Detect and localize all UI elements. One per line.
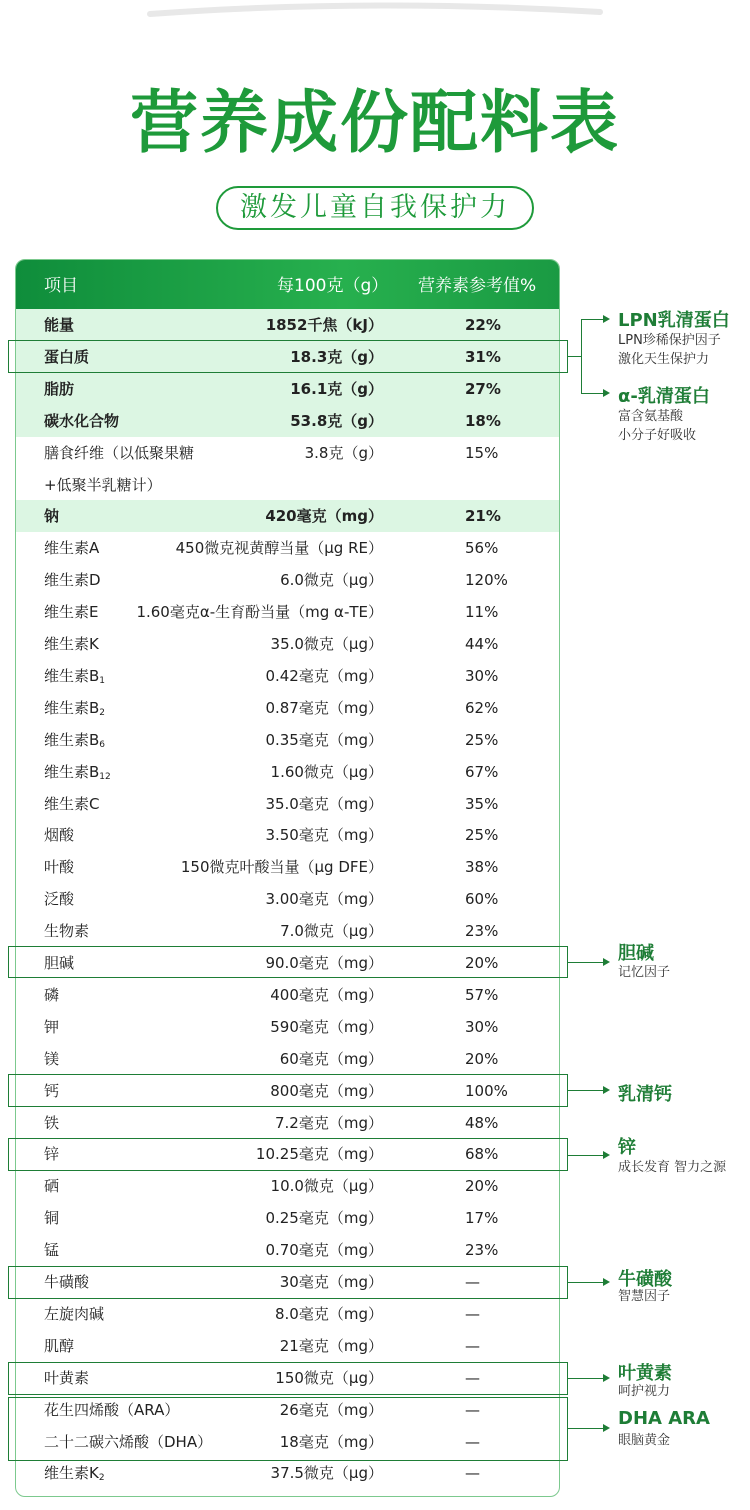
row-item-name: 维生素$B_2$ — [44, 698, 106, 718]
callout-choline-title: 胆碱 — [618, 943, 654, 964]
row-amount: 1.60毫克α-生育酚当量（mg α-TE） — [136, 603, 383, 622]
row-nrv: 60% — [465, 890, 499, 909]
row-amount: 10.25毫克（mg） — [255, 1145, 383, 1164]
row-nrv: 120% — [465, 571, 508, 590]
row-amount: 0.35毫克（mg） — [265, 730, 383, 749]
highlight-box-protein — [8, 340, 568, 373]
callout-taurine-line1: 智慧因子 — [618, 1289, 671, 1304]
table-row — [16, 1170, 560, 1202]
arrow-icon — [603, 1374, 610, 1382]
row-nrv: 25% — [465, 730, 499, 749]
row-item-name: 叶黄素 — [44, 1368, 90, 1387]
row-amount: 590毫克（mg） — [270, 1017, 383, 1036]
highlight-box-choline — [8, 946, 568, 978]
row-amount: 6.0微克（μg） — [280, 571, 383, 590]
table-row — [16, 1043, 560, 1075]
row-amount: 7.0微克（μg） — [280, 922, 383, 941]
row-item-name: 维生素$B_6$ — [44, 730, 106, 750]
row-item-name: +低聚半乳糖计） — [44, 475, 162, 494]
row-amount: 21毫克（mg） — [279, 1336, 383, 1355]
row-item-name: 硒 — [44, 1177, 60, 1196]
arrow-icon — [603, 1278, 610, 1286]
table-row — [16, 692, 560, 724]
callout-choline-line1: 记忆因子 — [618, 965, 671, 980]
row-amount: 16.1克（g） — [290, 379, 383, 398]
row-amount: 8.0毫克（mg） — [275, 1304, 383, 1323]
row-item-name: 胆碱 — [44, 954, 75, 972]
row-nrv: 31% — [465, 347, 501, 366]
row-nrv: 100% — [465, 1081, 508, 1100]
callout-lpn-line2: 激化天生保护力 — [618, 352, 710, 367]
row-item-name: 锰 — [44, 1241, 60, 1260]
arrow-icon — [603, 315, 610, 323]
row-amount: 150微克（μg） — [275, 1368, 383, 1387]
table-row — [16, 756, 560, 788]
table-row — [16, 851, 560, 883]
row-nrv: 22% — [465, 316, 501, 334]
table-row — [16, 373, 560, 405]
connector-line — [581, 393, 603, 394]
table-row — [16, 819, 560, 851]
connector-line — [568, 1428, 603, 1429]
highlight-box-dha-ara — [8, 1397, 568, 1461]
table-row — [16, 788, 560, 820]
callout-zinc-line1: 成长发育 智力之源 — [618, 1160, 727, 1175]
row-nrv: 38% — [465, 858, 499, 877]
row-item-name: 镁 — [44, 1049, 60, 1068]
row-item-name: 磷 — [44, 985, 60, 1004]
table-row — [16, 1457, 560, 1489]
row-nrv: 17% — [465, 1209, 499, 1228]
row-nrv: — — [465, 1273, 480, 1291]
row-amount: 26毫克（mg） — [279, 1400, 383, 1419]
row-nrv: 18% — [465, 411, 501, 430]
row-nrv: 56% — [465, 539, 499, 558]
row-nrv: — — [465, 1432, 480, 1451]
connector-line — [568, 1378, 603, 1379]
connector-line — [568, 962, 603, 963]
row-nrv: 67% — [465, 762, 499, 781]
row-nrv: 15% — [465, 443, 499, 462]
connector-line — [568, 1090, 603, 1091]
row-amount: 35.0毫克（mg） — [265, 794, 383, 813]
row-nrv: 62% — [465, 698, 499, 717]
arrow-icon — [603, 958, 610, 966]
connector-line — [581, 319, 582, 394]
callout-calcium-title: 乳清钙 — [618, 1084, 672, 1105]
table-row — [16, 1298, 560, 1330]
row-nrv: 27% — [465, 379, 501, 398]
table-row — [16, 915, 560, 947]
row-item-name: 维生素E — [44, 603, 99, 622]
table-row — [16, 500, 560, 532]
page-subtitle: 激发儿童自我保护力 — [216, 186, 534, 230]
row-item-name: 脂肪 — [44, 379, 75, 398]
row-nrv: 57% — [465, 985, 499, 1004]
callout-alpha-line1: 富含氨基酸 — [618, 409, 684, 424]
table-row — [16, 1330, 560, 1362]
header-per-100g: 每100克（g） — [277, 276, 389, 296]
row-nrv: 21% — [465, 507, 501, 526]
row-amount: 0.42毫克（mg） — [265, 666, 383, 685]
row-nrv: — — [465, 1336, 480, 1355]
row-amount: 450微克视黄醇当量（μg RE） — [175, 539, 383, 558]
row-item-name: 维生素C — [44, 794, 100, 813]
table-row — [16, 628, 560, 660]
arrow-icon — [603, 1086, 610, 1094]
callout-dha-ara-title: DHA ARA — [618, 1408, 710, 1429]
arrow-icon — [603, 389, 610, 397]
row-nrv: 11% — [465, 603, 499, 622]
row-item-name: 能量 — [44, 316, 75, 334]
row-amount: 30毫克（mg） — [279, 1273, 383, 1291]
table-header — [16, 260, 560, 309]
row-item-name: 叶酸 — [44, 858, 75, 877]
table-row — [16, 660, 560, 692]
callout-taurine-title: 牛磺酸 — [618, 1269, 672, 1290]
row-amount: 10.0微克（μg） — [270, 1177, 383, 1196]
table-row — [16, 883, 560, 915]
callout-dha-ara-line1: 眼脑黄金 — [618, 1433, 671, 1448]
row-amount: 150微克叶酸当量（μg DFE） — [180, 858, 383, 877]
row-amount: 3.50毫克（mg） — [265, 826, 383, 845]
row-nrv: — — [465, 1400, 480, 1419]
row-item-name: 左旋肉碱 — [44, 1304, 105, 1323]
highlight-box-zinc — [8, 1138, 568, 1171]
connector-line — [568, 1282, 603, 1283]
row-amount: 3.00毫克（mg） — [265, 890, 383, 909]
callout-alpha-line2: 小分子好吸收 — [618, 428, 697, 443]
callout-lutein-line1: 呵护视力 — [618, 1384, 671, 1399]
top-swoosh-decoration — [0, 0, 750, 30]
table-row — [16, 1202, 560, 1234]
row-nrv: 30% — [465, 666, 499, 685]
row-nrv: — — [465, 1368, 480, 1387]
header-item: 项目 — [44, 276, 78, 296]
row-amount: 0.70毫克（mg） — [265, 1241, 383, 1260]
arrow-icon — [603, 1151, 610, 1159]
row-item-name: 生物素 — [44, 922, 90, 941]
row-nrv: 23% — [465, 922, 499, 941]
row-amount: 3.8克（g） — [304, 443, 383, 462]
row-amount: 7.2毫克（mg） — [275, 1113, 383, 1132]
table-row — [16, 564, 560, 596]
row-item-name: 维生素K — [44, 635, 99, 653]
callout-lutein-title: 叶黄素 — [618, 1363, 672, 1384]
row-nrv: 30% — [465, 1017, 499, 1036]
table-row — [16, 596, 560, 628]
table-row — [16, 437, 560, 469]
highlight-box-lutein — [8, 1362, 568, 1395]
row-item-name: 烟酸 — [44, 826, 75, 845]
row-item-name: 牛磺酸 — [44, 1273, 90, 1291]
row-nrv: 35% — [465, 794, 499, 813]
callout-zinc-title: 锌 — [618, 1137, 636, 1158]
table-row — [16, 532, 560, 564]
row-item-name: 维生素$B_1$ — [44, 666, 106, 686]
header-nrv: 营养素参考值% — [418, 276, 537, 296]
row-amount: 0.25毫克（mg） — [265, 1209, 383, 1228]
page-title: 营养成份配料表 — [129, 84, 620, 163]
row-amount: 800毫克（mg） — [270, 1081, 383, 1100]
row-nrv: 44% — [465, 635, 499, 653]
row-item-name: 蛋白质 — [44, 347, 90, 366]
connector-line — [568, 1155, 603, 1156]
row-nrv: 25% — [465, 826, 499, 845]
row-item-name: 肌醇 — [44, 1336, 75, 1355]
row-amount: 18.3克（g） — [290, 347, 383, 366]
row-item-name: 维生素$B_{12}$ — [44, 762, 111, 782]
callout-lpn-title: LPN乳清蛋白 — [618, 310, 730, 331]
row-nrv: 68% — [465, 1145, 499, 1164]
row-nrv: — — [465, 1464, 480, 1483]
highlight-box-taurine — [8, 1266, 568, 1299]
callout-lpn-line1: LPN珍稀保护因子 — [618, 333, 721, 348]
row-amount: 420毫克（mg） — [265, 507, 383, 526]
row-item-name: 泛酸 — [44, 890, 75, 909]
row-amount: 0.87毫克（mg） — [265, 698, 383, 717]
row-nrv: 23% — [465, 1241, 499, 1260]
row-item-name: 锌 — [44, 1145, 60, 1164]
table-row — [16, 724, 560, 756]
row-item-name: 铁 — [44, 1113, 60, 1132]
table-row — [16, 1234, 560, 1266]
row-item-name: 花生四烯酸（ARA） — [44, 1400, 180, 1419]
row-nrv: 48% — [465, 1113, 499, 1132]
row-amount: 18毫克（mg） — [279, 1432, 383, 1451]
arrow-icon — [603, 1424, 610, 1432]
row-nrv: 20% — [465, 1177, 499, 1196]
row-nrv: 20% — [465, 1049, 499, 1068]
row-item-name: 钾 — [44, 1017, 60, 1036]
row-amount: 35.0微克（μg） — [270, 635, 383, 653]
row-item-name: 铜 — [44, 1209, 60, 1228]
connector-line — [568, 356, 582, 357]
row-amount: 1852千焦（kJ） — [265, 316, 383, 334]
row-amount: 53.8克（g） — [290, 411, 383, 430]
row-amount: 37.5微克（μg） — [270, 1464, 383, 1483]
table-row — [16, 1107, 560, 1139]
table-row — [16, 1011, 560, 1043]
connector-line — [581, 319, 603, 320]
nutrition-table — [15, 259, 560, 1497]
highlight-box-calcium — [8, 1074, 568, 1107]
row-item-name: 维生素D — [44, 571, 101, 590]
table-row — [16, 309, 560, 341]
row-item-name: 碳水化合物 — [44, 411, 120, 430]
row-item-name: 维生素$K_2$ — [44, 1464, 105, 1484]
row-item-name: 二十二碳六烯酸（DHA） — [44, 1432, 213, 1451]
row-item-name: 钙 — [44, 1081, 60, 1100]
row-amount: 60毫克（mg） — [279, 1049, 383, 1068]
row-nrv: 20% — [465, 954, 499, 972]
table-row — [16, 469, 560, 501]
table-row — [16, 979, 560, 1011]
row-nrv: — — [465, 1304, 480, 1323]
row-item-name: 钠 — [44, 507, 60, 526]
row-item-name: 维生素A — [44, 539, 100, 558]
table-row — [16, 405, 560, 437]
callout-alpha-title: α-乳清蛋白 — [618, 386, 710, 407]
row-amount: 400毫克（mg） — [270, 985, 383, 1004]
row-item-name: 膳食纤维（以低聚果糖 — [44, 443, 195, 462]
row-amount: 90.0毫克（mg） — [265, 954, 383, 972]
row-amount: 1.60微克（μg） — [270, 762, 383, 781]
